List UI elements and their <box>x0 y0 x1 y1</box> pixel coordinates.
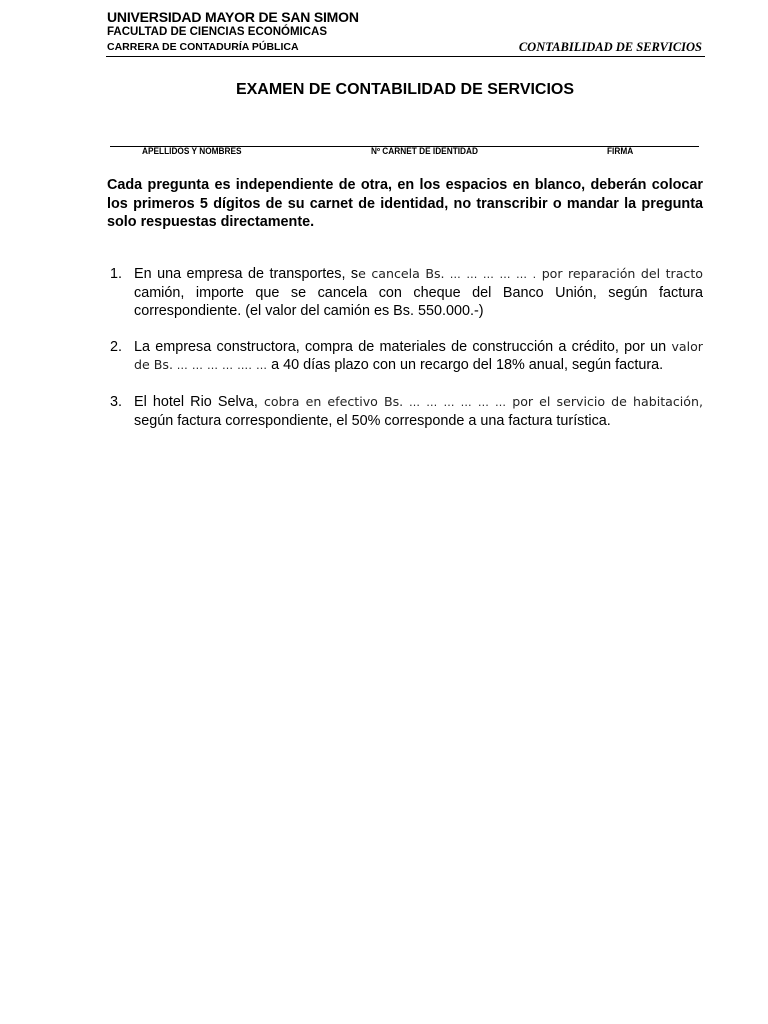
question-text: e cancela Bs. <box>358 266 445 281</box>
answer-blank: … … … … … . <box>444 268 542 281</box>
question-text: según factura correspondiente, el 50% corresponde a una factura turística. <box>134 413 611 429</box>
id-field-label: Nº CARNET DE IDENTIDAD <box>371 146 478 156</box>
exam-title: EXAMEN DE CONTABILIDAD DE SERVICIOS <box>235 81 575 98</box>
question-number: 2. <box>110 339 123 355</box>
question-text: a 40 días plazo con un recargo del 18% anual, según factura. <box>271 357 664 373</box>
question-text: El hotel Rio Selva, <box>134 394 258 410</box>
question-text: valor de Bs. <box>134 339 703 372</box>
university-name: UNIVERSIDAD MAYOR DE SAN SIMON <box>107 9 359 25</box>
question-text: La empresa constructora, compra de materiales de construcción a crédito, por un <box>134 339 672 355</box>
instructions-paragraph: Cada pregunta es independiente de otra, en los espacios en blanco, deberán colocar los primeros 5 dígitos de su carnet de identidad, no transcribir o mandar la pregunta solo respuestas directamente. <box>107 177 703 230</box>
question-number: 3. <box>110 394 123 410</box>
question-text: por reparación del tracto <box>541 266 703 281</box>
question-list <box>107 265 703 448</box>
faculty-name: FACULTAD DE CIENCIAS ECONÓMICAS <box>107 26 327 38</box>
question-item <box>107 338 703 375</box>
question-text: cobra en efectivo Bs. <box>257 394 404 409</box>
header-divider <box>106 56 705 57</box>
question-text: por el servicio de habitación, <box>512 394 703 409</box>
career-name: CARRERA DE CONTADURÍA PÚBLICA <box>107 41 299 53</box>
name-field-label: APELLIDOS Y NOMBRES <box>142 146 242 156</box>
signature-field-label: FIRMA <box>607 146 634 156</box>
question-item <box>107 265 703 320</box>
answer-blank: … … … … …. … <box>172 359 272 372</box>
question-item <box>107 393 703 430</box>
course-name: CONTABILIDAD DE SERVICIOS <box>518 40 702 54</box>
question-text: En una empresa de transportes, s <box>134 266 359 282</box>
question-number: 1. <box>110 266 123 282</box>
question-text: camión, importe que se cancela con cheque del Banco Unión, según factura correspondiente. (el valor del camión es Bs. 550.000.-) <box>134 285 703 319</box>
answer-blank: … … … … … … <box>403 396 513 409</box>
